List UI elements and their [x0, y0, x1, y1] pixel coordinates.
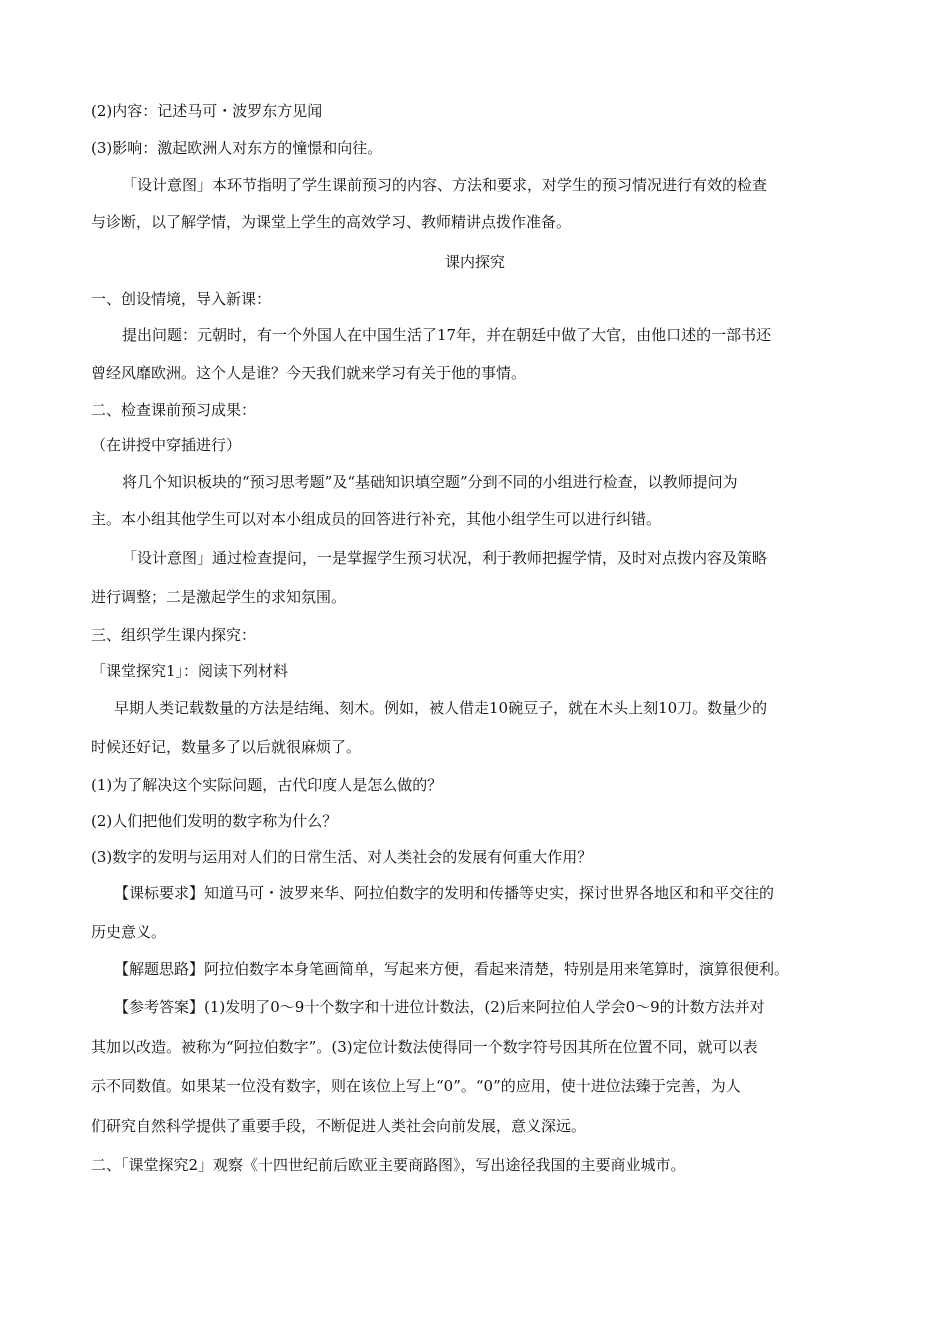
inquiry-2-title: 二、「课堂探究2」观察《十四世纪前后欧亚主要商路图》，写出途径我国的主要商业城市。 [91, 1156, 686, 1174]
note-inline: （在讲授中穿插进行） [91, 436, 242, 454]
heading-intro: 一、创设情境，导入新课： [91, 290, 272, 308]
heading-check-preview: 二、检查课前预习成果： [91, 401, 257, 419]
heading-inquiry: 三、组织学生课内探究： [91, 626, 257, 644]
content-item: (2)内容：记述马可・波罗东方见闻 [91, 102, 323, 120]
reference-answer-cont-3: 们研究自然科学提供了重要手段，不断促进人类社会向前发展，意义深远。 [91, 1117, 587, 1135]
curriculum-requirement-cont: 历史意义。 [91, 923, 167, 941]
question-paragraph: 提出问题：元朝时，有一个外国人在中国生活了17年，并在朝廷中做了大官，由他口述的一部书还 [122, 326, 772, 344]
material-paragraph: 早期人类记载数量的方法是结绳、刻木。例如，被人借走10碗豆子，就在木头上刻10刀。数量少的 [114, 699, 768, 717]
influence-item: (3)影响：激起欧洲人对东方的憧憬和向往。 [91, 139, 383, 157]
question-3: (3)数字的发明与运用对人们的日常生活、对人类社会的发展有何重大作用？ [91, 848, 593, 866]
curriculum-requirement: 【课标要求】知道马可・波罗来华、阿拉伯数字的发明和传播等史实，探讨世界各地区和和平交往的 [114, 884, 775, 902]
solution-idea: 【解题思路】阿拉伯数字本身笔画简单，写起来方便，看起来清楚，特别是用来笔算时，演算很便利。 [114, 960, 790, 978]
question-2: (2)人们把他们发明的数字称为什么？ [91, 812, 338, 830]
reference-answer: 【参考答案】(1)发明了0～9十个数字和十进位计数法，(2)后来阿拉伯人学会0～9的计数方法并对 [114, 998, 765, 1016]
inquiry-1-title: 「课堂探究1」：阅读下列材料 [91, 662, 289, 680]
design-intent-2-cont: 进行调整；二是激起学生的求知氛围。 [91, 588, 347, 606]
material-paragraph-cont: 时候还好记，数量多了以后就很麻烦了。 [91, 738, 362, 756]
check-paragraph: 将几个知识板块的“预习思考题”及“基础知识填空题”分到不同的小组进行检查，以教师提问为 [122, 473, 738, 491]
reference-answer-cont-2: 示不同数值。如果某一位没有数字，则在该位上写上“0”。“0”的应用，使十进位法臻于完善，为人 [91, 1077, 741, 1095]
check-paragraph-cont: 主。本小组其他学生可以对本小组成员的回答进行补充，其他小组学生可以进行纠错。 [91, 510, 662, 528]
reference-answer-cont-1: 其加以改造。被称为“阿拉伯数字”。(3)定位计数法使得同一个数字符号因其所在位置不同，就可以表 [91, 1038, 758, 1056]
section-title: 课内探究 [444, 253, 505, 271]
design-intent-paragraph: 「设计意图」本环节指明了学生课前预习的内容、方法和要求，对学生的预习情况进行有效的检查 [122, 176, 768, 194]
question-1: (1)为了解决这个实际问题，古代印度人是怎么做的？ [91, 776, 443, 794]
question-paragraph-cont: 曾经风靡欧洲。这个人是谁？今天我们就来学习有关于他的事情。 [91, 364, 527, 382]
design-intent-2: 「设计意图」通过检查提问，一是掌握学生预习状况，利于教师把握学情，及时对点拨内容及策略 [122, 549, 768, 567]
design-intent-paragraph-cont: 与诊断，以了解学情，为课堂上学生的高效学习、教师精讲点拨作准备。 [91, 213, 572, 231]
